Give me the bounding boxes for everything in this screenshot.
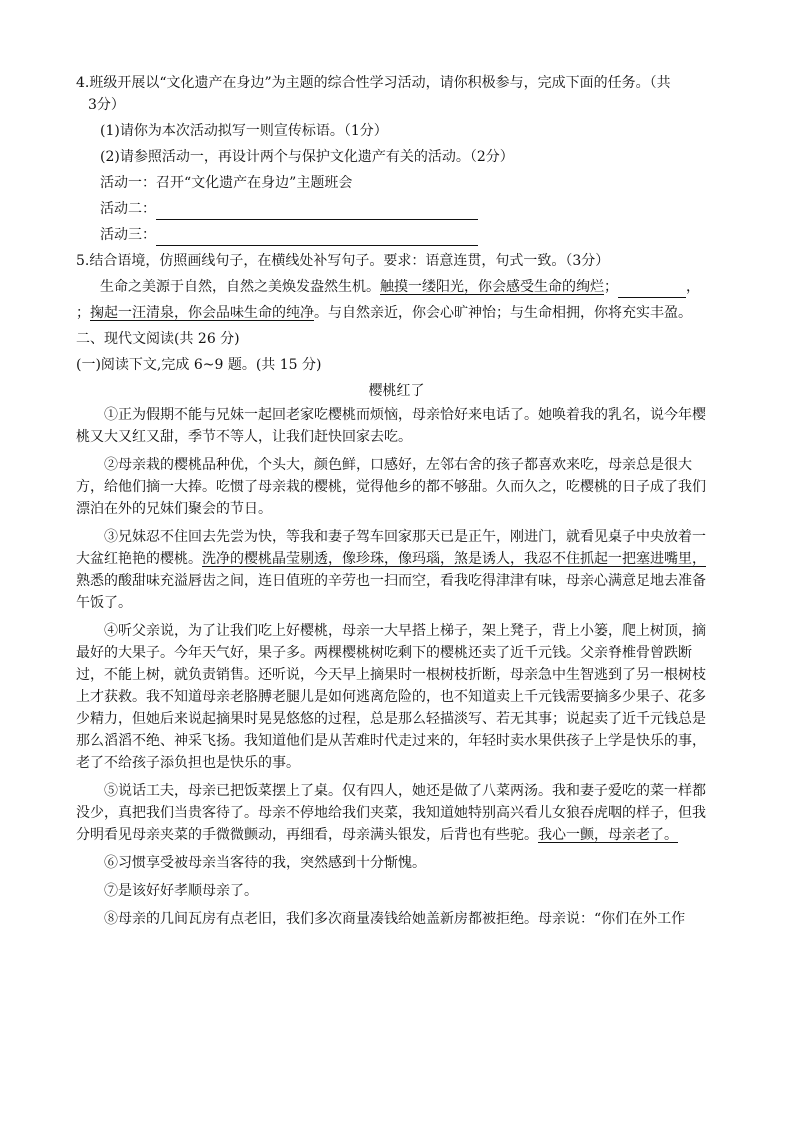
article-paragraph-8: ⑧母亲的几间瓦房有点老旧，我们多次商量凑钱给她盖新房都被拒绝。母亲说：“你们在外工作	[104, 911, 686, 927]
paragraph-text: ⑤说话工夫，母亲已把饭菜摆上了桌。仅有四人，她还是做了八菜两汤。我和妻子爱吃的菜一样都没少，真把我们当贵客待了。母亲不停地给我们夹菜，我知道她特别高兴看儿女狼吞虎咽的样子，但我分明看见母亲夹菜的手微微颤动，再细看，母亲满头银发，后背也有些驼。	[76, 783, 706, 843]
paragraph-text: 熟悉的酸甜味充溢唇齿之间，连日值班的辛劳也一扫而空，看我吃得津津有味，母亲心满意足地去准备午饭了。	[76, 573, 706, 611]
q5-passage-line2	[76, 302, 717, 324]
article-paragraph-5	[76, 780, 717, 846]
q4-activity-3-label: 活动三：	[100, 227, 156, 243]
q4-activity-3-answer-blank[interactable]	[156, 229, 478, 246]
q4-stem-line2: 3分）	[88, 97, 125, 113]
article-paragraph-6: ⑥习惯享受被母亲当客待的我，突然感到十分惭愧。	[104, 855, 426, 871]
article-paragraph-7: ⑦是该好好孝顺母亲了。	[104, 883, 258, 899]
q4-activity-2-answer-blank[interactable]	[156, 203, 478, 220]
q4-activity-3	[76, 224, 717, 246]
q5-text: ；	[76, 305, 90, 321]
q4-subquestion-2: (2)请参照活动一，再设计两个与保护文化遗产有关的活动。（2分）	[100, 149, 514, 165]
article-paragraph-3	[76, 526, 717, 614]
q5-text: 。与自然亲近，你会心旷神怡；与生命相拥，你将充实丰盈。	[314, 305, 692, 321]
q4-activity-2	[76, 198, 717, 220]
q4-subquestion-1: (1)请你为本次活动拟写一则宣传标语。（1分）	[100, 123, 388, 139]
q5-answer-blank[interactable]	[618, 281, 686, 298]
q5-stem: 5.结合语境，仿照画线句子，在横线处补写句子。要求：语意连贯，句式一致。（3分）	[76, 253, 610, 269]
paragraph-text: ③兄妹忍不住回去先尝为快，等我和妻子驾车回家那天已是正午，刚进门，就看见桌子中央放着一大盆红艳艳的樱桃。	[76, 529, 706, 567]
q5-text: 生命之美源于自然，自然之美焕发盎然生机。	[100, 279, 380, 295]
q5-underlined-sentence-1: 触摸一缕阳光，你会感受生命的绚烂	[380, 279, 604, 295]
q5-underlined-sentence-2: 掬起一汪清泉，你会品味生命的纯净	[90, 305, 314, 321]
underlined-sentence: 我心一颤，母亲老了。	[538, 827, 678, 843]
section-heading: 二、现代文阅读(共 26 分)	[76, 331, 240, 347]
article-title: 樱桃红了	[368, 383, 425, 399]
q5-text: ，	[686, 279, 700, 295]
underlined-sentence: 洗净的樱桃晶莹剔透，像珍珠，像玛瑙，煞是诱人，我忍不住抓起一把塞进嘴里，	[202, 551, 706, 567]
q4-stem-line1: 4.班级开展以“文化遗产在身边”为主题的综合性学习活动，请你积极参与，完成下面的任务。（共	[76, 75, 671, 91]
article-paragraph-1: ①正为假期不能与兄妹一起回老家吃樱桃而烦恼，母亲恰好来电话了。她唤着我的乳名，说今年樱桃又大又红又甜，季节不等人，让我们赶快回家去吃。	[76, 407, 706, 445]
q4-activity-2-label: 活动二：	[100, 201, 156, 217]
q5-passage-line1	[76, 276, 717, 298]
q5-text: ；	[604, 279, 618, 295]
article-paragraph-4: ④听父亲说，为了让我们吃上好樱桃，母亲一大早搭上梯子，架上凳子，背上小篓，爬上树顶，摘最好的大果子。今年天气好，果子多。两棵樱桃树吃剩下的樱桃还卖了近千元钱。父亲脊椎骨曾跌断过，不能上树，就负责销售。还听说，今天早上摘果时一根树枝折断，母亲急中生智逃到了另一根树枝上才获救。我不知道母亲老胳膊老腿儿是如何逃离危险的，也不知道卖上千元钱需要摘多少果子、花多少精力，但她后来说起摘果时晃晃悠悠的过程，总是那么轻描淡写、若无其事；说起卖了近千元钱总是那么滔滔不绝、神采飞扬。我知道他们是从苦难时代走过来的，年轻时卖水果供孩子上学是快乐的事，老了不给孩子添负担也是快乐的事。	[76, 623, 706, 771]
q4-activity-1: 活动一：召开“文化遗产在身边”主题班会	[100, 175, 353, 191]
section-subheading: (一)阅读下文,完成 6~9 题。(共 15 分)	[76, 357, 322, 373]
article-paragraph-2: ②母亲栽的樱桃品种优，个头大，颜色鲜，口感好，左邻右舍的孩子都喜欢来吃，母亲总是很大方，给他们摘一大捧。吃惯了母亲栽的樱桃，觉得他乡的都不够甜。久而久之，吃樱桃的日子成了我们漂泊在外的兄妹们聚会的节日。	[76, 457, 706, 517]
